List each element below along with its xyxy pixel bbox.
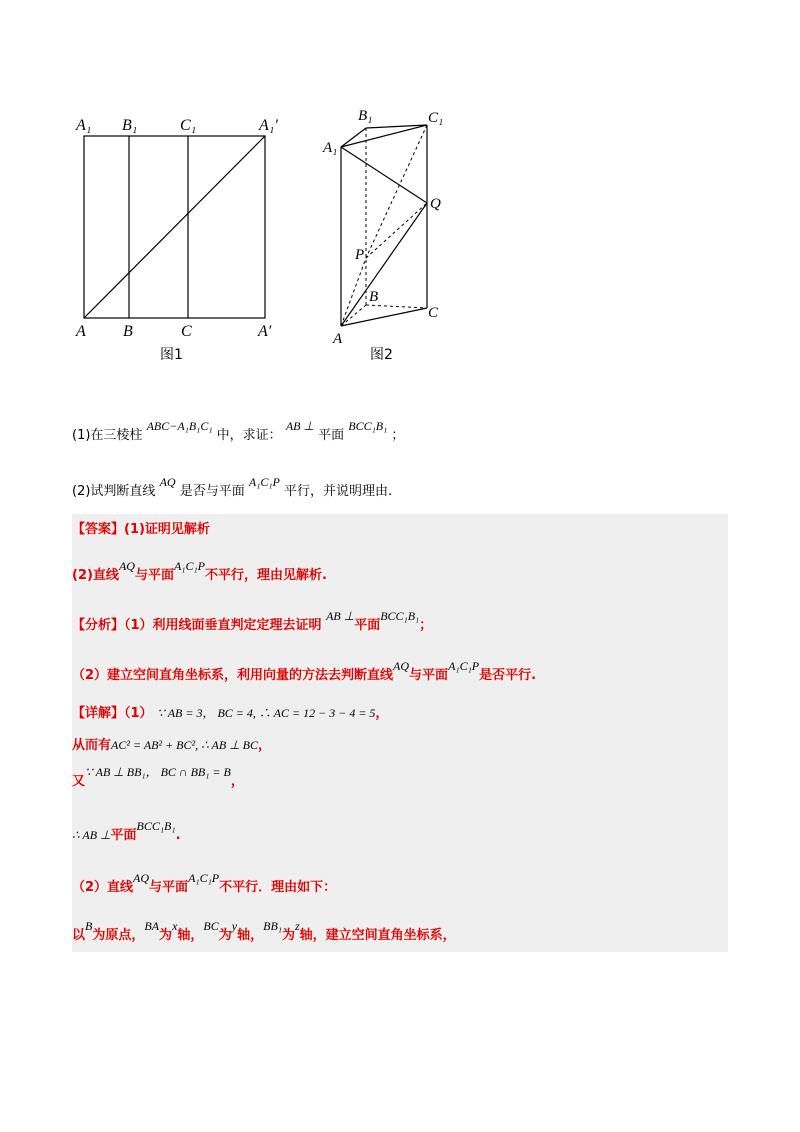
figure-1-diagram — [70, 110, 300, 350]
fig1-label-a: A — [76, 323, 86, 340]
fig1-label-c1: C₁ — [180, 117, 197, 134]
detail-4: ∴ AB ⊥平面BCC₁B₁. — [72, 819, 181, 843]
fig1-label-a1: A₁ — [76, 117, 92, 134]
fig2-label-a1: A₁ — [323, 140, 338, 156]
answer-part-2: (2)直线AQ与平面A₁C₁P不平行，理由见解析. — [72, 559, 327, 583]
question-2: (2)试判断直线 AQ 是否与平面 A₁C₁P 平行，并说明理由. — [72, 475, 393, 499]
answer-panel — [72, 514, 728, 952]
fig2-label-c: C — [428, 305, 439, 321]
fig2-label-a: A — [333, 331, 343, 347]
fig1-diagonal — [84, 136, 265, 318]
fig1-label-b: B — [123, 323, 133, 340]
fig1-label-c: C — [181, 323, 192, 340]
fig1-label-a-prime: A′ — [258, 323, 272, 340]
detail-5: （2）直线AQ与平面A₁C₁P不平行．理由如下： — [72, 871, 337, 895]
analysis-2: （2）建立空间直角坐标系，利用向量的方法去判断直线AQ与平面A₁C₁P是否平行. — [72, 659, 537, 683]
question-1: (1)在三棱柱 ABC−A₁B₁C₁ 中，求证： AB ⊥ 平面 BCC₁B₁ ； — [72, 419, 405, 443]
figure-2-diagram — [320, 100, 460, 350]
detail-2: 从而有AC² = AB² + BC², ∴ AB ⊥ BC， — [72, 738, 271, 753]
detail-1: 【详解】（1） ∵ AB = 3， BC = 4, ∴ AC = 12 − 3 − 4 = 5， — [72, 706, 389, 721]
fig2-label-c1: C₁ — [428, 110, 444, 126]
fig1-label-a1-prime: A₁′ — [259, 117, 278, 134]
fig2-label-b: B — [369, 289, 379, 305]
answer-heading: 【答案】(1)证明见解析 — [72, 522, 210, 537]
fig2-label-p: P — [355, 247, 365, 263]
figure-2-caption: 图2 — [370, 347, 393, 363]
fig1-label-b1: B₁ — [122, 117, 138, 134]
detail-3: 又∵ AB ⊥ BB₁， BC ∩ BB₁ = B， — [72, 765, 244, 789]
detail-6: 以B为原点，BA为x轴，BC为y轴，BB₁为z轴，建立空间直角坐标系， — [72, 919, 456, 943]
analysis-1: 【分析】（1）利用线面垂直判定定理去证明 AB ⊥平面BCC₁B₁； — [72, 609, 433, 633]
fig2-label-q: Q — [430, 196, 441, 212]
fig2-label-b1: B₁ — [358, 108, 373, 124]
figure-1-caption: 图1 — [160, 347, 183, 363]
